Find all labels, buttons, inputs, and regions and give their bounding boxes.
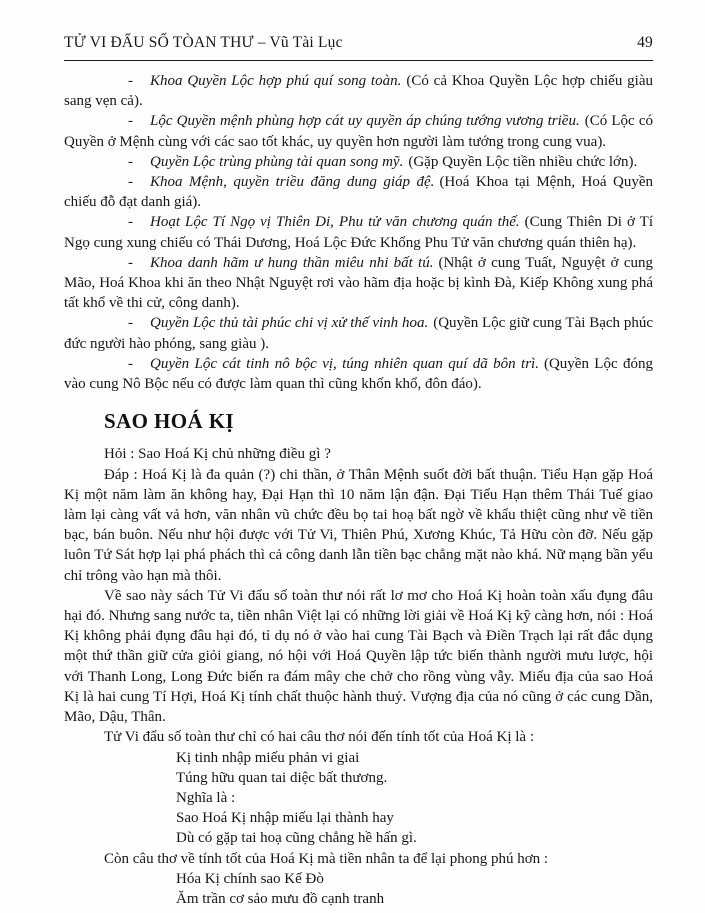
bullet-note: (Gặp Quyền Lộc tiền nhiều chức lớn). (408, 153, 638, 170)
bullet-dash: - (128, 174, 133, 191)
verse-line: Ăm trần cơ sảo mưu đồ cạnh tranh (176, 890, 385, 907)
paragraph-verse2-intro: Còn câu thơ về tính tốt của Hoá Kị mà tiền nhân ta để lại phong phú hơn : (104, 850, 549, 867)
bullet-dash: - (128, 254, 133, 271)
verse-line: Túng hữu quan tai diệc bất thương. (176, 769, 388, 786)
bullet-lead: Khoa Quyền Lộc hợp phú quí song toàn. (150, 73, 402, 89)
paragraph-answer: Đáp : Hoá Kị là đa quản (?) chi thần, ở Thân Mệnh suốt đời bất thuận. Tiểu Hạn gặp Hoá Kị một năm làm ăn không hay, Đại Hạn thì 10 năm lận đận. Đại Tiểu Hạn thêm Thái Tuế giao làm lại càng vất vả hơn, văn nhân vũ chức đều bọ tai hoạ bất ngờ về khẩu thiệt cũng như về tiền bạc, bán buôn. Nếu như hội được với Tử Vi, Thiên Phú, Xương Khúc, Tả Hữu còn đỡ. Nếu gặp luôn Tứ Sát hợp lại phá phách thì cả công danh lẫn tiền bạc chẳng mặt nào khá. Nữ mạng bần yểu chỉ trông vào hạn mà thôi. (64, 466, 653, 584)
bullet-note: (Có cả Khoa Quyền Lộc hợp chiếu giàu sang vẹn cả). (64, 73, 653, 110)
bullet-item (64, 111, 653, 151)
bullet-dash: - (128, 214, 133, 231)
verse-line: Nghĩa là : (176, 789, 236, 806)
bullet-lead: Lộc Quyền mệnh phùng hợp cát uy quyền áp chúng tướng vương triều. (150, 113, 580, 130)
bullet-item (64, 253, 653, 314)
bullet-lead: Hoạt Lộc Tí Ngọ vị Thiên Di, Phu tử văn chương quán thế. (150, 214, 520, 231)
bullet-item (64, 212, 653, 252)
bullet-note: (Cung Thiên Di ở Tí Ngọ cung xung chiếu có Thái Dương, Hoá Lộc Đức Khổng Phu Tử văn chương quán thiên hạ). (64, 214, 653, 251)
header-rule (64, 60, 653, 61)
bullet-lead: Quyền Lộc cát tinh nô bộc vị, túng nhiên quan quí dã bôn trì. (150, 355, 539, 372)
page-number: 49 (637, 34, 653, 51)
paragraph-commentary: Về sao này sách Tử Vi đẩu số toàn thư nói rất lơ mơ cho Hoá Kị hoàn toàn xấu đụng đâu hại đó. Nhưng sang nước ta, tiền nhân Việt lại có những lời giải về Hoá Kị kỹ càng hơn, nói : Hoá Kị không phải đụng đâu hại đó, tỉ dụ nó ở vào hai cung Tài Bạch và Điền Trạch lại rất đắc dụng một thứ thần giữ cửa giỏi giang, nó hội với Hoá Quyền lập tức biến thành người mưu lược, hội với Thanh Long, Long Đức biến ra đám mây che chở cho rồng vùng vẫy. Miếu địa của sao Hoá Kị là hai cung Tí Hợi, Hoá Kị tính chất thuộc hành thuỷ. Vượng địa của nó cũng ở các cung Dần, Mão, Dậu, Thân. (64, 587, 653, 726)
bullet-item (64, 172, 653, 212)
paragraph-question: Hỏi : Sao Hoá Kị chủ những điều gì ? (104, 446, 331, 463)
verse-line: Kị tinh nhập miếu phản vi giai (176, 749, 360, 766)
verse-line: Dù có gặp tai hoạ cũng chẳng hề hấn gì. (176, 830, 417, 847)
book-title: TỬ VI ĐẨU SỐ TÒAN THƯ – Vũ Tài Lục (64, 34, 343, 51)
page-body (64, 71, 653, 909)
bullet-dash: - (128, 153, 133, 170)
section-heading: SAO HOÁ KỊ (104, 409, 235, 434)
bullet-note: (Nhật ở cung Tuất, Nguyệt ở cung Mão, Hoá Khoa khi ăn theo Nhật Nguyệt rơi vào hãm địa hoặc bị kình Đà, Kiếp Không xung phá tất khổ về thi cử, công danh). (64, 254, 653, 312)
verse-line: Sao Hoá Kị nhập miếu lại thành hay (176, 810, 394, 827)
bullet-note: (Quyền Lộc đóng vào cung Nô Bộc nếu có được làm quan thì cũng khốn khổ, đôn đáo). (64, 355, 654, 393)
bullet-lead: Quyền Lộc thủ tài phúc chi vị xử thế vinh hoa. (150, 315, 429, 332)
bullet-note: (Quyền Lộc giữ cung Tài Bạch phúc đức người hào phóng, sang giàu ). (64, 315, 653, 352)
bullet-dash: - (128, 73, 133, 89)
bullet-lead: Quyền Lộc trùng phùng tài quan song mỹ. (150, 153, 404, 170)
bullet-dash: - (128, 355, 133, 372)
bullet-item (64, 313, 653, 353)
bullet-item (64, 354, 653, 394)
page-header (64, 34, 653, 52)
bullet-lead: Khoa danh hãm ư hung thần miêu nhi bất tú. (150, 254, 434, 271)
verse-line: Hóa Kị chính sao Kế Đò (176, 870, 324, 887)
bullet-note: (Hoá Khoa tại Mệnh, Hoá Quyền chiếu đỗ đạt danh giá). (64, 174, 653, 211)
paragraph-verse-intro: Tử Vi đẩu số toàn thư chỉ có hai câu thơ nói đến tính tốt của Hoá Kị là : (104, 729, 535, 746)
bullet-dash: - (128, 113, 133, 130)
bullet-note: (Có Lộc có Quyền ở Mệnh cùng với các sao tốt khác, uy quyền hơn người làm tướng trong cung vua). (64, 113, 653, 150)
bullet-item (64, 152, 653, 172)
bullet-lead: Khoa Mệnh, quyền triều đăng dung giáp đệ. (150, 174, 435, 191)
bullet-dash: - (128, 315, 133, 332)
bullet-item (64, 71, 653, 111)
